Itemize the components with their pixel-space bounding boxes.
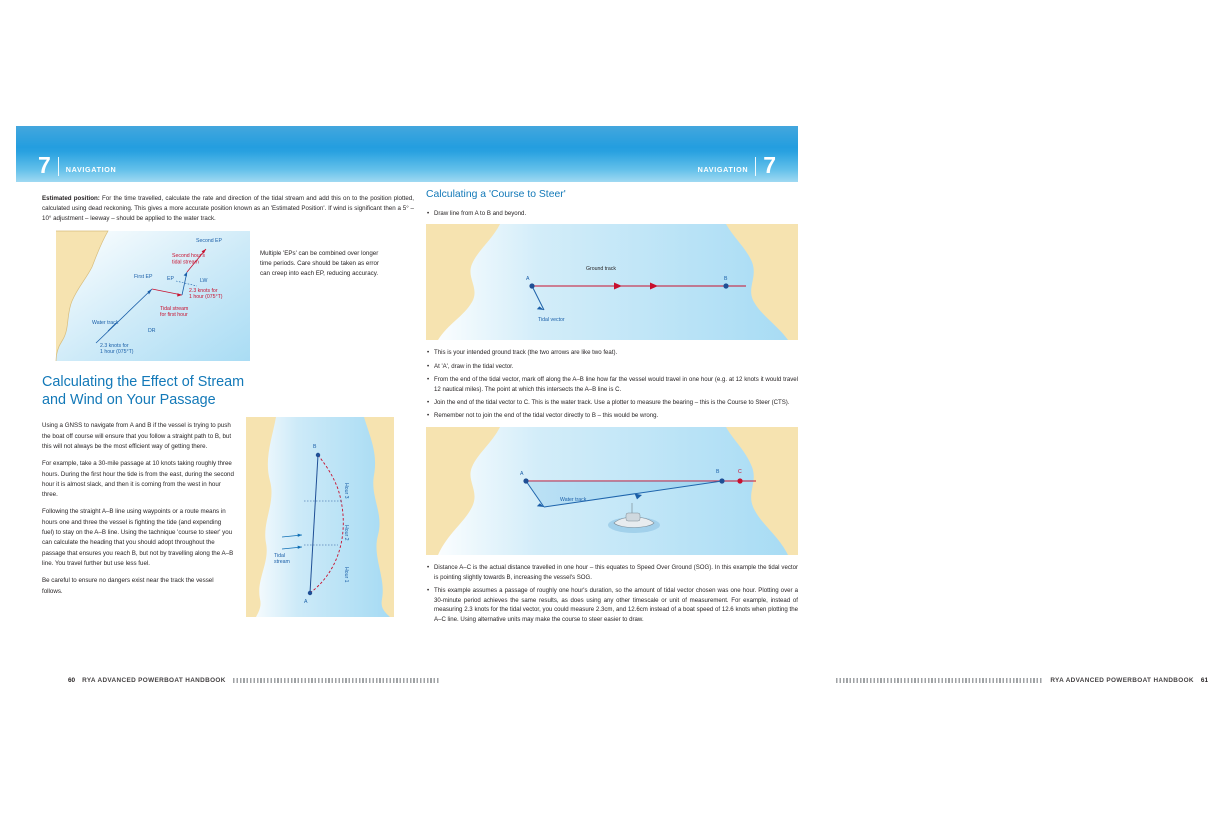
chapter-number: 7 [38, 152, 51, 179]
figure-course-to-steer-step2 [426, 427, 798, 555]
fig2-label-tidal-2: stream [274, 559, 290, 566]
fig4-label-water-track: Water track [560, 496, 587, 503]
chapter-header-band [16, 126, 798, 182]
list-item: • This example assumes a passage of roughly one hour's duration, so the amount of tidal vector chosen was one hour. Plotting over a 30-minute period achieves the same results, as does using any other timescale or unit of measurement. For example, instead of measuring 2.3 knots for the tidal vector, you could measure 2.3cm, and 12.6cm instead of a boat speed of 12.6 knots when plotting the A–C line. Using alternative units may make the course to steer easier to draw. [426, 586, 798, 625]
stream-paragraph-1: Using a GNSS to navigate from A and B if the vessel is trying to push the boat off course will ensure that you follow a straight path to B, but this will not always be the most efficient way of getting there. [42, 422, 232, 450]
fig1-label-rate-1: 2.3 knots for [189, 287, 218, 294]
fig1-label-second-hour-2: tidal stream [172, 259, 199, 266]
list-item: • Distance A–C is the actual distance travelled in one hour – this equates to Speed Over Ground (SOG). In this example the tidal vector is pointing slightly towards B, increasing the vessel's SOG. [426, 563, 798, 583]
chapter-number-right: 7 [763, 152, 776, 179]
chapter-label-right: NAVIGATION [697, 165, 749, 174]
estimated-position-text: For the time travelled, calculate the rate and direction of the tidal stream and add this on to the position plotted, calculated using dead reckoning. This gives a more accurate position known as an 'Estimated Position'. If wind is significant then a 5° – 10° adjustment – leeway – should be applied to the water track. [42, 195, 414, 223]
fig1-label-rate-4: 1 hour (075°T) [100, 348, 134, 355]
page-number-right: 61 [1200, 676, 1208, 684]
course-to-steer-bullets-mid [426, 348, 798, 421]
fig1-label-first-ep: First EP [134, 273, 153, 280]
fig1-label-lw: LW [200, 277, 208, 284]
fig1-label-dr: DR [148, 327, 156, 334]
stream-paragraph-3: Following the straight A–B line using waypoints or a route means in hours one and three the vessel is fighting the tide (and expending fuel) to stay on the A–B line. Using the tachnique 'course to steer' you can calculate the heading that you should adopt throughout the passage that ensures you reach B, but not by travelling along the A–B line. You travel further but use less fuel. [42, 508, 234, 567]
fig2-label-hour2: Hour 2 [343, 525, 349, 541]
fig3-label-b: B [724, 276, 728, 283]
running-head-right: RYA ADVANCED POWERBOAT HANDBOOK [1050, 676, 1194, 684]
footer-right [836, 672, 1208, 688]
fig1-label-rate-2: 1 hour (075°T) [189, 293, 223, 300]
figure1-callout: Multiple 'EPs' can be combined over longer time periods. Care should be taken as error can creep into each EP, reducing accuracy. [260, 249, 379, 277]
left-page [42, 188, 414, 688]
fig1-label-ep: EP [167, 275, 174, 282]
stream-paragraph-2: For example, take a 30-mile passage at 10 knots taking roughly three hours. During the first hour the tide is from the east, during the second hour it is almost slack, and then it is coming from the west in hour three. [42, 460, 234, 499]
fig3-label-tidal-vector: Tidal vector [538, 317, 565, 324]
fig1-label-second-ep: Second EP [196, 237, 222, 244]
fig3-label-a: A [526, 276, 530, 283]
figure-estimated-position [56, 231, 250, 361]
chapter-label-left: NAVIGATION [65, 165, 117, 174]
list-item: • At 'A', draw in the tidal vector. [426, 362, 798, 372]
footer-left [68, 672, 440, 688]
page-number-left: 60 [68, 676, 76, 684]
list-item: • Remember not to join the end of the tidal vector directly to B – this would be wrong. [426, 411, 798, 421]
book-spread [16, 126, 1208, 688]
header-divider-right [755, 157, 756, 176]
fig4-label-c: C [738, 468, 742, 475]
fig1-label-water-track: Water track [92, 319, 119, 326]
fig1-label-second-hour-1: Second hour's [172, 252, 206, 259]
section-title-course-to-steer: Calculating a 'Course to Steer' [426, 189, 566, 200]
fig1-label-rate-3: 2.3 knots for [100, 342, 129, 349]
fig2-label-b: B [313, 444, 317, 451]
fig2-label-tidal-1: Tidal [274, 553, 286, 560]
fig2-label-hour3: Hour 3 [343, 483, 349, 499]
fig2-label-hour1: Hour 1 [343, 567, 349, 583]
fig1-label-tidal-first-1: Tidal stream [160, 305, 189, 312]
estimated-position-term: Estimated position: [42, 195, 100, 203]
footer-rule-left [233, 678, 440, 683]
figure-three-hour-passage [246, 417, 394, 617]
header-gloss [16, 126, 798, 152]
estimated-position-paragraph [42, 194, 414, 224]
fig2-label-a: A [304, 599, 308, 606]
figure-course-to-steer-step1 [426, 224, 798, 340]
fig4-label-b: B [716, 468, 720, 475]
course-to-steer-bullets-bottom [426, 563, 798, 625]
footer-rule-right [836, 678, 1043, 683]
header-divider-left [58, 157, 59, 176]
stream-paragraph-4: Be careful to ensure no dangers exist near the track the vessel follows. [42, 577, 214, 595]
section-title-stream-wind: Calculating the Effect of Stream and Wind on Your Passage [42, 373, 245, 408]
list-item: • This is your intended ground track (the two arrows are like two feat). [426, 348, 798, 358]
header-right-group [697, 152, 776, 179]
header-left-group [38, 152, 117, 179]
list-item: • Draw line from A to B and beyond. [426, 209, 798, 219]
fig1-label-tidal-first-2: for first hour [160, 311, 188, 318]
running-head-left: RYA ADVANCED POWERBOAT HANDBOOK [82, 676, 226, 684]
fig4-label-a: A [520, 470, 524, 477]
fig3-label-ground-track: Ground track [586, 266, 616, 273]
list-item: • Join the end of the tidal vector to C. This is the water track. Use a plotter to measure the bearing – this is the Course to Steer (CTS). [426, 398, 798, 408]
right-page [426, 188, 1208, 688]
course-to-steer-bullets-top [426, 209, 798, 219]
list-item: • From the end of the tidal vector, mark off along the A–B line how far the vessel would travel in one hour (e.g. at 12 knots it would travel 12 nautical miles). The point at which this intersects the A–B line is C. [426, 375, 798, 395]
